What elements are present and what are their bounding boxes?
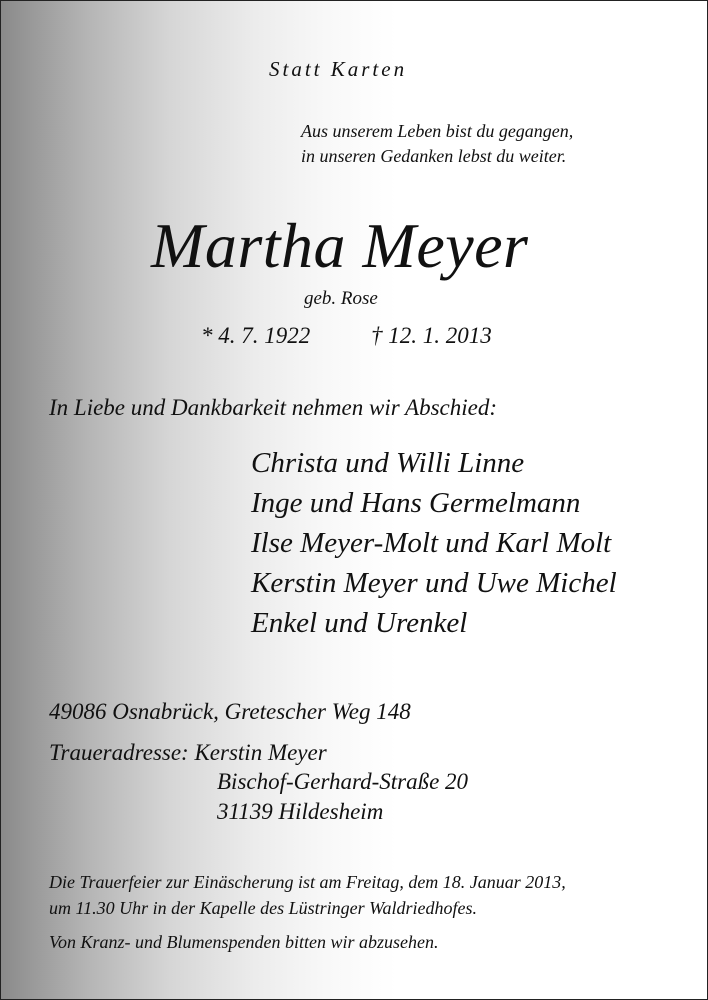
- trauer-address-street: Bischof-Gerhard-Straße 20: [217, 769, 469, 794]
- farewell-line: In Liebe und Dankbarkeit nehmen wir Abschied:: [49, 395, 497, 420]
- trauer-address-city: 31139 Hildesheim: [217, 799, 384, 824]
- maiden-name: geb. Rose: [304, 288, 378, 309]
- motto-line-2: in unseren Gedanken lebst du weiter.: [301, 146, 567, 166]
- mourner-line: Ilse Meyer-Molt und Karl Molt: [251, 527, 612, 559]
- notice-line-1: Die Trauerfeier zur Einäscherung ist am Freitag, dem 18. Januar 2013,: [49, 872, 566, 892]
- trauer-address-label: Traueradresse: Kerstin Meyer: [49, 740, 327, 765]
- notice-line-3: Von Kranz- und Blumenspenden bitten wir abzusehen.: [49, 932, 439, 952]
- motto-line-1: Aus unserem Leben bist du gegangen,: [301, 121, 574, 141]
- deceased-name: Martha Meyer: [151, 210, 529, 281]
- mourner-line: Inge und Hans Germelmann: [251, 487, 581, 519]
- header-statt-karten: Statt Karten: [269, 57, 408, 81]
- death-date: † 12. 1. 2013: [371, 323, 492, 348]
- family-address: 49086 Osnabrück, Gretescher Weg 148: [49, 699, 411, 724]
- mourner-line: Enkel und Urenkel: [251, 607, 468, 639]
- notice-line-2: um 11.30 Uhr in der Kapelle des Lüstringer Waldriedhofes.: [49, 898, 477, 918]
- mourner-line: Kerstin Meyer und Uwe Michel: [251, 567, 617, 599]
- birth-date: * 4. 7. 1922: [201, 323, 311, 348]
- mourner-line: Christa und Willi Linne: [251, 447, 525, 479]
